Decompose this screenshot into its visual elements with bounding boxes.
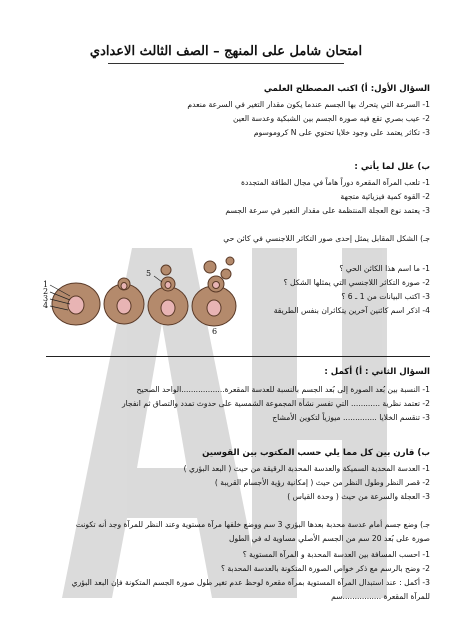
diagram-label: 4 (43, 301, 49, 310)
q2-b-item: 3- العجلة والسرعة من حيث ( وحدة القياس ) (287, 492, 430, 501)
q1-b-item: 1- تلعب المرآة المقعرة دوراً هاماً في مجال الطاقة المتجددة (241, 178, 430, 187)
nucleus (68, 296, 84, 314)
q1-a-item: 1- السرعة التي يتحرك بها الجسم عندما يكون مقدار التغير في السرعة منعدم (187, 100, 430, 109)
q2-c-text: جـ) وضع جسم أمام عدسة محدبة بعدها البؤري 3 سم ووضع خلفها مرآة مستوية وعند النظر للمرآة وجد أنه تكونت (75, 520, 430, 529)
q2-c-item: 2- وضح بالرسم مع ذكر خواص الصورة المتكونة بالعدسة المحدبة ؟ (220, 564, 430, 573)
q2-c-text: صورة على بُعد 20 سم من الجسم الأصلي مساوية له في الطول (229, 534, 430, 543)
q2-header: السؤال الثاني : أ) أكمل : (324, 367, 430, 377)
bud (204, 261, 216, 273)
diagram-label: 2 (43, 287, 49, 296)
q2-b-header: ب) قارن بين كل مما يلي حسب المكتوب بين القوسين (202, 448, 430, 458)
q1-a-item: 3- تكاثر يعتمد على وجود خلايا تحتوي على N كروموسوم (253, 128, 430, 137)
diagram-label: 5 (146, 269, 152, 278)
budding-diagram (40, 252, 240, 336)
diagram-label: 1 (43, 280, 49, 289)
nucleus (161, 300, 175, 316)
q2-b-item: 2- قصر النظر وطول النظر من حيث ( إمكانية رؤية الأجسام القريبة ) (214, 478, 430, 487)
q1-b-header: ب) علل لما يأتي : (354, 162, 430, 172)
q2-c-item: للمرآة المقعرة ................سم (331, 592, 430, 601)
q2-a-item: 3- تنقسم الخلايا .............. ميوزياً لتكوين الأمشاج (272, 413, 430, 422)
diagram-label: 6 (212, 327, 218, 336)
q2-a-item: 1- النسبة بين بُعد الصورة إلى بُعد الجسم بالنسبة للعدسة المقعرة..................الواحد الصحيح (136, 385, 430, 394)
diagram-label: 3 (43, 294, 49, 303)
nucleus (213, 282, 220, 289)
q1-c-item: 3- اكتب البيانات من 1 ـ 6 ؟ (341, 292, 430, 301)
nucleus (117, 298, 131, 314)
q1-c-item: 4- اذكر اسم كائنين آخرين يتكاثران بنفس الطريقة (273, 306, 430, 315)
q2-a-item: 2- تعتمد نظرية ............ التي تفسر نشأة المجموعة الشمسية على حدوث تمدد والتصاق ثم انفجار (121, 399, 430, 408)
q1-c-item: 1- ما اسم هذا الكائن الحي ؟ (339, 264, 430, 273)
q2-c-item: 3- أكمل : عند استبدال المرآة المستوية بمرآة مقعرة لوحظ عدم تغير طول صورة الجسم المتكونة فإن البعد البؤري (71, 578, 430, 587)
title-underline (108, 63, 344, 64)
q1-c-item: 2- صورة التكاثر اللاجنسي التي يمثلها الشكل ؟ (283, 278, 430, 287)
nucleus (207, 300, 221, 316)
q1-a-item: 2- عيب بصري تقع فيه صورة الجسم بين الشبكية وعدسة العين (232, 114, 430, 123)
bud (161, 265, 171, 275)
q1-header: السؤال الأول: أ) اكتب المصطلح العلمي (263, 84, 430, 94)
nucleus (165, 282, 171, 289)
q1-b-item: 3- يعتمد نوع العجلة المنتظمة على مقدار التغير في سرعة الجسم (225, 206, 430, 215)
exam-title: امتحان شامل على المنهج – الصف الثالث الاعدادي (89, 44, 363, 59)
q1-c-intro: جـ) الشكل المقابل يمثل إحدى صور التكاثر اللاجنسي في كائن حي (223, 234, 430, 243)
q1-b-item: 2- القوة كمية فيزيائية متجهة (340, 192, 430, 201)
nucleus (121, 283, 127, 290)
q2-b-item: 1- العدسة المحدبة السميكة والعدسة المحدبة الرقيقة من حيث ( البعد البؤري ) (183, 464, 430, 473)
section-divider (46, 356, 430, 357)
bud (221, 269, 231, 279)
bud (226, 257, 234, 265)
q2-c-item: 1- احسب المسافة بين العدسة المحدبة و المرآة المستوية ؟ (242, 550, 430, 559)
